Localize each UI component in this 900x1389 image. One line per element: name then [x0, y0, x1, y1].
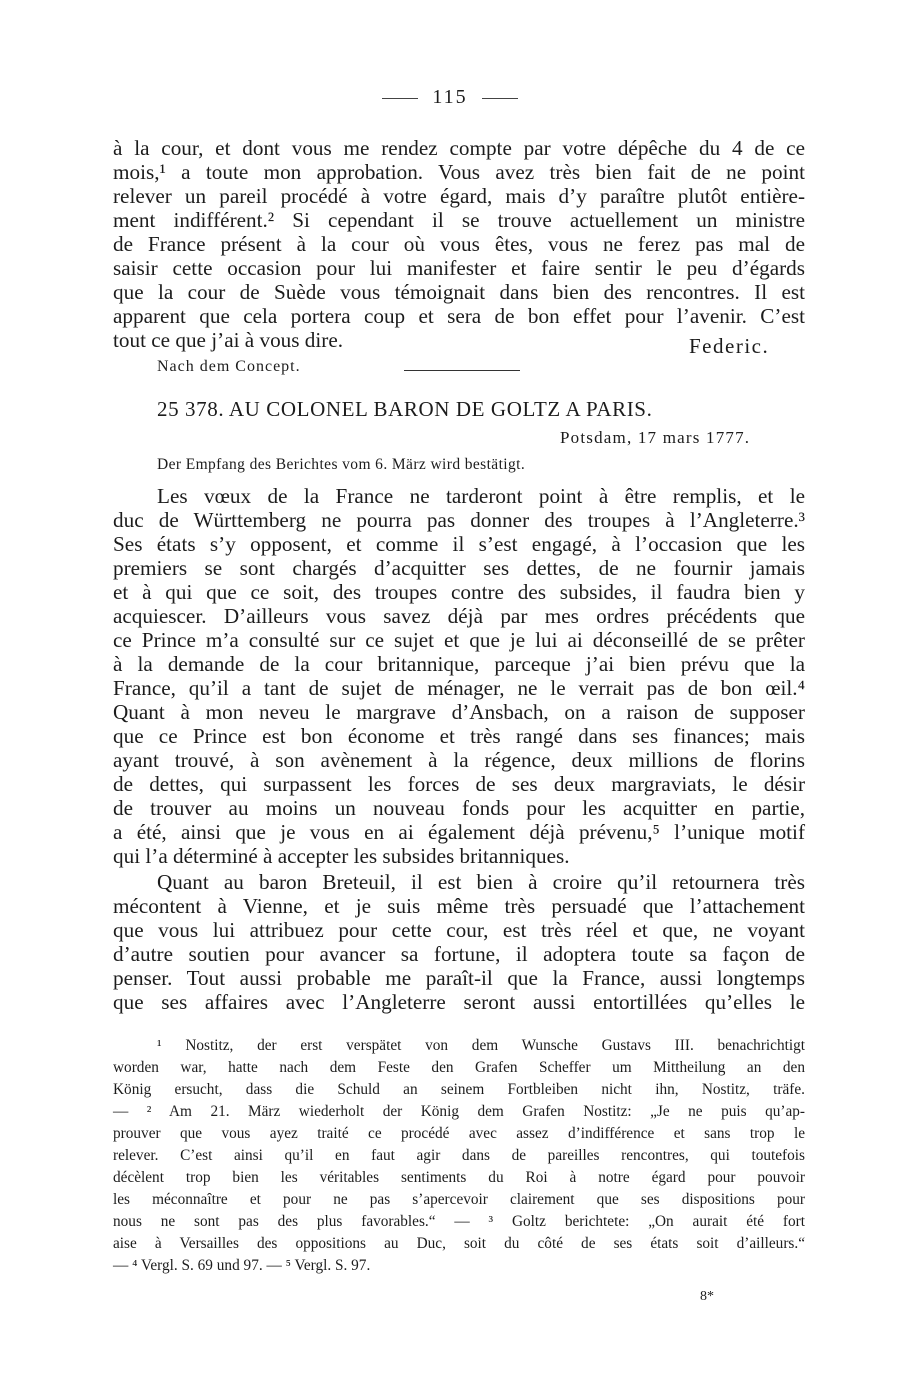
footnote-line: aise à Versailles des oppositions au Duc, soit du côté de ses états soit d’ailleurs.“ — [113, 1235, 805, 1252]
body-line: tout ce que j’ai à vous dire. — [113, 328, 344, 352]
body-line: France, qu’il a tant de sujet de ménager, ne le verrait pas de bon œil.⁴ — [113, 676, 805, 700]
footnote-line: décèlent trop bien les véritables sentiments du Roi à notre égard pour pouvoir — [113, 1169, 805, 1186]
footnote-line: ¹ Nostitz, der erst verspätet von dem Wunsche Gustavs III. benachrichtigt — [157, 1037, 805, 1054]
body-line: ayant trouvé, à son avènement à la régence, deux millions de florins — [113, 748, 805, 772]
footnote-line: prouver que vous ayez traité ce procédé avec assez d’indifférence et sans trop le — [113, 1125, 805, 1142]
page-number: 115 — [432, 86, 468, 108]
body-line: Quant à mon neveu le margrave d’Ansbach, on a raison de supposer — [113, 700, 805, 724]
body-line: à la demande de la cour britannique, parceque j’ai bien prévu que la — [113, 652, 805, 676]
body-line: penser. Tout aussi probable me paraît-il que la France, aussi longtemps — [113, 966, 805, 990]
footnote-line: — ² Am 21. März wiederholt der König dem Grafen Nostitz: „Je ne puis qu’ap- — [113, 1103, 805, 1120]
body-line: mécontent à Vienne, et je suis même très persuadé que l’attachement — [113, 894, 805, 918]
letter-heading: 25 378. AU COLONEL BARON DE GOLTZ A PARIS. — [157, 397, 653, 421]
footnote-line: König ersucht, dass die Schuld an seinem Fortbleiben nicht ihn, Nostitz, träfe. — [113, 1081, 805, 1098]
body-line: et à qui que ce soit, des troupes contre des subsides, il faudra bien y — [113, 580, 805, 604]
body-line: qui l’a déterminé à accepter les subsides britanniques. — [113, 844, 570, 868]
footnote-line: nous ne sont pas des plus favorables.“ — ³ Goltz berichtete: „On aurait été fort — [113, 1213, 805, 1230]
body-line: que ses affaires avec l’Angleterre seront aussi entortillées qu’elles le — [113, 990, 805, 1014]
body-line: d’autre soutien pour avancer sa fortune, il adoptera toute sa façon de — [113, 942, 805, 966]
footnote-line: — ⁴ Vergl. S. 69 und 97. — ⁵ Vergl. S. 97. — [113, 1257, 371, 1274]
body-line: Les vœux de la France ne tarderont point à être remplis, et le — [157, 484, 805, 508]
body-line: que ce Prince est bon économe et très rangé dans ses finances; mais — [113, 724, 805, 748]
body-line: apparent que cela portera coup et sera de bon effet pour l’avenir. C’est — [113, 304, 805, 328]
body-line: de France présent à la cour où vous êtes, vous ne ferez pas mal de — [113, 232, 805, 256]
letter-place-date: Potsdam, 17 mars 1777. — [560, 428, 751, 447]
footnote-line: les méconnaître et pour ne pas s’apercevoir clairement que ses dispositions pour — [113, 1191, 805, 1208]
source-note: Nach dem Concept. — [157, 358, 301, 375]
body-line: mois,¹ a toute mon approbation. Vous avez très bien fait de ne point — [113, 160, 805, 184]
body-line: saisir cette occasion pour lui manifester et faire sentir le peu d’égards — [113, 256, 805, 280]
body-line: de trouver au moins un nouveau fonds pour les acquitter en partie, — [113, 796, 805, 820]
body-line: que vous lui attribuez pour cette cour, est très réel et que, ne voyant — [113, 918, 805, 942]
section-rule — [404, 370, 520, 371]
body-line: relever un pareil procédé à votre égard, mais d’y paraître plutôt entière- — [113, 184, 805, 208]
body-line: que la cour de Suède vous témoignait dans bien des rencontres. Il est — [113, 280, 805, 304]
body-line: de dettes, qui surpassent les forces de ses deux margraviats, le désir — [113, 772, 805, 796]
body-line: ce Prince m’a consulté sur ce sujet et que je lui ai déconseillé de se prêter — [113, 628, 805, 652]
body-line: acquiescer. D’ailleurs vous savez déjà par mes ordres précédents que — [113, 604, 805, 628]
body-line: ment indifférent.² Si cependant il se trouve actuellement un ministre — [113, 208, 805, 232]
footnote-line: relever. C’est ainsi qu’il en faut agir dans de pareilles rencontres, qui toutefois — [113, 1147, 805, 1164]
body-line: à la cour, et dont vous me rendez compte par votre dépêche du 4 de ce — [113, 136, 805, 160]
letter-summary: Der Empfang des Berichtes vom 6. März wird bestätigt. — [157, 456, 526, 473]
body-line: a été, ainsi que je vous en ai également déjà prévenu,⁵ l’unique motif — [113, 820, 805, 844]
signature-mark: 8* — [700, 1289, 714, 1304]
header-rule-left — [382, 98, 418, 99]
signature: Federic. — [689, 334, 770, 358]
body-line: Ses états s’y opposent, et comme il s’est engagé, à l’occasion que les — [113, 532, 805, 556]
body-line: duc de Württemberg ne pourra pas donner des troupes à l’Angleterre.³ — [113, 508, 805, 532]
header-rule-right — [482, 98, 518, 99]
body-line: premiers se sont chargés d’acquitter ses dettes, de ne fournir jamais — [113, 556, 805, 580]
footnote-line: worden war, hatte nach dem Feste den Grafen Scheffer um Mittheilung an den — [113, 1059, 805, 1076]
body-line: Quant au baron Breteuil, il est bien à croire qu’il retournera très — [157, 870, 805, 894]
page-header — [0, 86, 900, 109]
